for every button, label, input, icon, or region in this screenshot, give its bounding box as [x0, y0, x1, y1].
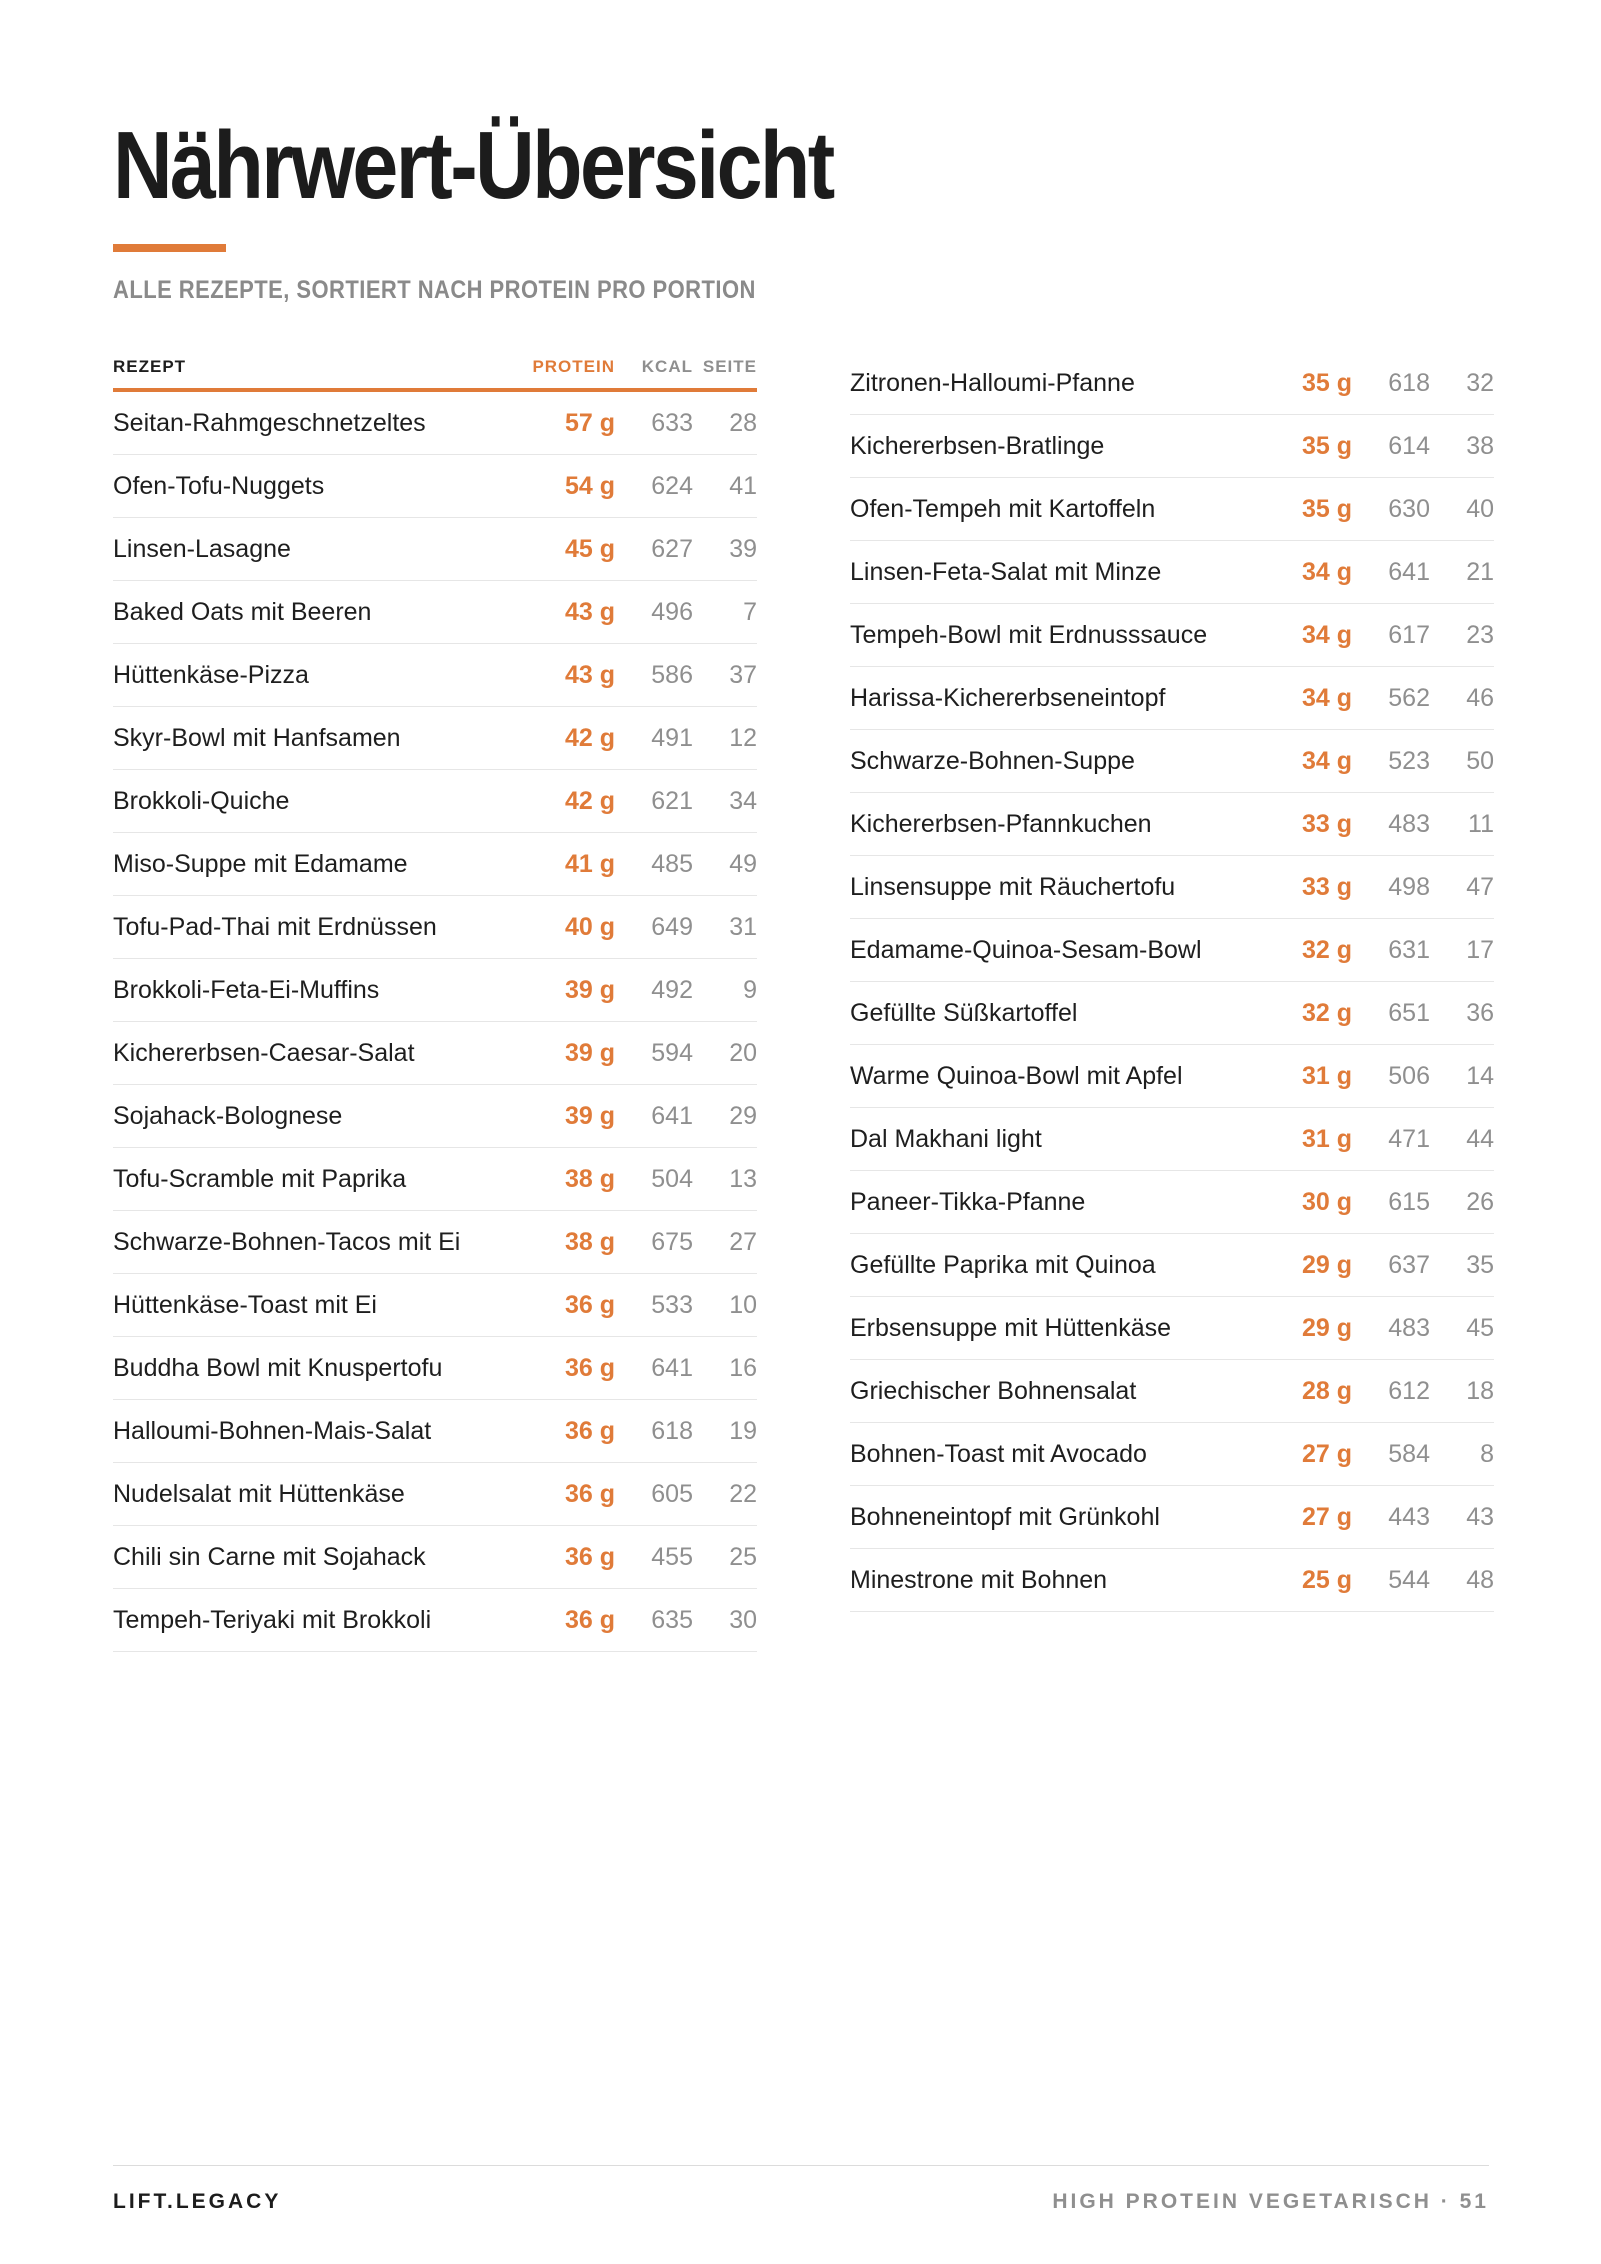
page-number: 16 [729, 1353, 757, 1382]
table-row [113, 1085, 757, 1148]
kcal-value: 635 [651, 1605, 693, 1634]
page-number: 48 [1466, 1565, 1494, 1594]
page-number: 38 [1466, 431, 1494, 460]
recipe-name: Miso-Suppe mit Edamame [113, 849, 408, 878]
protein-value: 28 g [1301, 1376, 1352, 1405]
kcal-value: 485 [651, 849, 693, 878]
footer-book-page: HIGH PROTEIN VEGETARISCH · 51 [1052, 2190, 1489, 2213]
recipe-name: Hüttenkäse-Pizza [113, 660, 309, 689]
table-row [850, 1297, 1494, 1360]
protein-value: 27 g [1301, 1439, 1352, 1468]
table-header [113, 346, 757, 392]
kcal-value: 612 [1388, 1376, 1430, 1405]
kcal-value: 641 [651, 1353, 693, 1382]
page-number: 27 [729, 1227, 757, 1256]
kcal-value: 624 [651, 471, 693, 500]
table-row [113, 833, 757, 896]
kcal-value: 621 [651, 786, 693, 815]
table-row [850, 541, 1494, 604]
recipe-name: Hüttenkäse-Toast mit Ei [113, 1290, 377, 1319]
page-number: 36 [1466, 998, 1494, 1027]
table-row [113, 707, 757, 770]
recipe-name: Halloumi-Bohnen-Mais-Salat [113, 1416, 432, 1445]
recipe-name: Buddha Bowl mit Knuspertofu [113, 1353, 443, 1382]
page-number: 35 [1466, 1250, 1494, 1279]
recipe-name: Tofu-Scramble mit Paprika [113, 1164, 407, 1193]
protein-value: 33 g [1301, 809, 1352, 838]
page-number: 13 [729, 1164, 757, 1193]
kcal-value: 651 [1388, 998, 1430, 1027]
recipe-name: Linsen-Feta-Salat mit Minze [850, 557, 1162, 586]
protein-value: 34 g [1301, 683, 1352, 712]
page-number: 37 [729, 660, 757, 689]
recipe-name: Bohneneintopf mit Grünkohl [850, 1502, 1160, 1531]
table-row [113, 1400, 757, 1463]
table-row [113, 896, 757, 959]
kcal-value: 675 [651, 1227, 693, 1256]
table-body-left [113, 392, 757, 1652]
protein-value: 34 g [1301, 557, 1352, 586]
table-row [113, 1337, 757, 1400]
table-row [850, 919, 1494, 982]
protein-value: 36 g [564, 1353, 615, 1382]
protein-value: 41 g [564, 849, 615, 878]
kcal-value: 443 [1388, 1502, 1430, 1531]
page-number: 50 [1466, 746, 1494, 775]
protein-value: 45 g [564, 534, 615, 563]
page-number: 43 [1466, 1502, 1494, 1531]
table-row [850, 1549, 1494, 1612]
page-number: 39 [729, 534, 757, 563]
recipe-name: Linsen-Lasagne [113, 534, 291, 563]
kcal-value: 492 [651, 975, 693, 1004]
header-recipe: REZEPT [113, 357, 187, 376]
page-number: 12 [729, 723, 757, 752]
kcal-value: 641 [1388, 557, 1430, 586]
recipe-name: Nudelsalat mit Hüttenkäse [113, 1479, 405, 1508]
kcal-value: 631 [1388, 935, 1430, 964]
recipe-name: Warme Quinoa-Bowl mit Apfel [850, 1061, 1183, 1090]
recipe-name: Bohnen-Toast mit Avocado [850, 1439, 1147, 1468]
kcal-value: 618 [651, 1416, 693, 1445]
kcal-value: 506 [1388, 1061, 1430, 1090]
table-row [113, 644, 757, 707]
recipe-name: Schwarze-Bohnen-Suppe [850, 746, 1135, 775]
table-row [850, 856, 1494, 919]
protein-value: 36 g [564, 1605, 615, 1634]
table-row [113, 1526, 757, 1589]
page-number: 30 [729, 1605, 757, 1634]
page-number: 49 [729, 849, 757, 878]
page-number: 44 [1466, 1124, 1494, 1153]
table-row [850, 1423, 1494, 1486]
nutrition-table-left [113, 346, 757, 1652]
table-row [113, 1274, 757, 1337]
page-number: 25 [729, 1542, 757, 1571]
kcal-value: 627 [651, 534, 693, 563]
kcal-value: 637 [1388, 1250, 1430, 1279]
table-row [113, 770, 757, 833]
kcal-value: 586 [651, 660, 693, 689]
kcal-value: 649 [651, 912, 693, 941]
page-number: 41 [729, 471, 757, 500]
protein-value: 34 g [1301, 746, 1352, 775]
protein-value: 36 g [564, 1416, 615, 1445]
kcal-value: 455 [651, 1542, 693, 1571]
page-number: 18 [1466, 1376, 1494, 1405]
table-row [850, 1108, 1494, 1171]
page-number: 31 [729, 912, 757, 941]
protein-value: 39 g [564, 1038, 615, 1067]
page-subtitle: ALLE REZEPTE, SORTIERT NACH PROTEIN PRO PORTION [113, 276, 756, 304]
table-row [113, 959, 757, 1022]
protein-value: 29 g [1301, 1313, 1352, 1342]
recipe-name: Kichererbsen-Bratlinge [850, 431, 1105, 460]
recipe-name: Seitan-Rahmgeschnetzeltes [113, 408, 426, 437]
kcal-value: 614 [1388, 431, 1430, 460]
kcal-value: 641 [651, 1101, 693, 1130]
recipe-name: Linsensuppe mit Räuchertofu [850, 872, 1176, 901]
kcal-value: 491 [651, 723, 693, 752]
recipe-name: Minestrone mit Bohnen [850, 1565, 1108, 1594]
table-row [850, 415, 1494, 478]
page-number: 11 [1468, 809, 1494, 838]
kcal-value: 633 [651, 408, 693, 437]
kcal-value: 544 [1388, 1565, 1430, 1594]
protein-value: 42 g [564, 723, 615, 752]
recipe-name: Gefüllte Paprika mit Quinoa [850, 1250, 1156, 1279]
table-row [113, 392, 757, 455]
table-row [850, 478, 1494, 541]
table-row [850, 352, 1494, 415]
table-row [850, 667, 1494, 730]
table-row [850, 1360, 1494, 1423]
recipe-name: Chili sin Carne mit Sojahack [113, 1542, 426, 1571]
footer-brand: LIFT.LEGACY [113, 2190, 282, 2213]
recipe-name: Harissa-Kichererbseneintopf [850, 683, 1166, 712]
page-number: 19 [729, 1416, 757, 1445]
table-row [113, 1463, 757, 1526]
kcal-value: 617 [1388, 620, 1430, 649]
recipe-name: Tempeh-Bowl mit Erdnusssauce [850, 620, 1208, 649]
kcal-value: 605 [651, 1479, 693, 1508]
protein-value: 29 g [1301, 1250, 1352, 1279]
kcal-value: 584 [1388, 1439, 1430, 1468]
protein-value: 35 g [1301, 431, 1352, 460]
protein-value: 36 g [564, 1290, 615, 1319]
nutrition-table-right [850, 352, 1494, 1612]
kcal-value: 533 [651, 1290, 693, 1319]
protein-value: 27 g [1301, 1502, 1352, 1531]
footer-divider [113, 2165, 1489, 2166]
table-row [850, 982, 1494, 1045]
recipe-name: Skyr-Bowl mit Hanfsamen [113, 723, 401, 752]
protein-value: 39 g [564, 975, 615, 1004]
page-number: 28 [729, 408, 757, 437]
page-number: 47 [1466, 872, 1494, 901]
recipe-name: Brokkoli-Feta-Ei-Muffins [113, 975, 380, 1004]
table-row [113, 581, 757, 644]
page-number: 34 [729, 786, 757, 815]
protein-value: 40 g [564, 912, 615, 941]
table-row [113, 518, 757, 581]
table-row [113, 1022, 757, 1085]
table-row [113, 1211, 757, 1274]
recipe-name: Paneer-Tikka-Pfanne [850, 1187, 1086, 1216]
kcal-value: 504 [651, 1164, 693, 1193]
kcal-value: 630 [1388, 494, 1430, 523]
table-row [850, 730, 1494, 793]
protein-value: 34 g [1301, 620, 1352, 649]
protein-value: 36 g [564, 1542, 615, 1571]
header-kcal: KCAL [641, 357, 693, 376]
protein-value: 25 g [1301, 1565, 1352, 1594]
page-number: 9 [743, 975, 757, 1004]
protein-value: 43 g [564, 597, 615, 626]
header-protein: PROTEIN [532, 357, 615, 376]
page-number: 22 [729, 1479, 757, 1508]
recipe-name: Gefüllte Süßkartoffel [850, 998, 1078, 1027]
protein-value: 31 g [1301, 1061, 1352, 1090]
page-number: 21 [1466, 557, 1494, 586]
page-number: 45 [1466, 1313, 1494, 1342]
recipe-name: Griechischer Bohnensalat [850, 1376, 1137, 1405]
page-number: 32 [1466, 368, 1494, 397]
protein-value: 57 g [564, 408, 615, 437]
kcal-value: 483 [1388, 809, 1430, 838]
page-number: 10 [729, 1290, 757, 1319]
page-title: Nährwert-Übersicht [113, 112, 833, 219]
protein-value: 32 g [1301, 935, 1352, 964]
protein-value: 42 g [564, 786, 615, 815]
page-number: 26 [1466, 1187, 1494, 1216]
recipe-name: Brokkoli-Quiche [113, 786, 290, 815]
protein-value: 43 g [564, 660, 615, 689]
protein-value: 36 g [564, 1479, 615, 1508]
table-row [113, 1148, 757, 1211]
kcal-value: 496 [651, 597, 693, 626]
table-row [850, 1171, 1494, 1234]
protein-value: 35 g [1301, 494, 1352, 523]
protein-value: 38 g [564, 1227, 615, 1256]
page-number: 17 [1466, 935, 1494, 964]
kcal-value: 618 [1388, 368, 1430, 397]
kcal-value: 471 [1388, 1124, 1430, 1153]
kcal-value: 523 [1388, 746, 1430, 775]
header-page: SEITE [702, 357, 757, 376]
title-accent-bar [113, 244, 226, 252]
protein-value: 31 g [1301, 1124, 1352, 1153]
recipe-name: Kichererbsen-Pfannkuchen [850, 809, 1152, 838]
recipe-name: Tofu-Pad-Thai mit Erdnüssen [113, 912, 437, 941]
table-row [850, 1486, 1494, 1549]
recipe-name: Ofen-Tempeh mit Kartoffeln [850, 494, 1156, 523]
table-row [850, 793, 1494, 856]
table-row [113, 455, 757, 518]
table-row [113, 1589, 757, 1652]
recipe-name: Tempeh-Teriyaki mit Brokkoli [113, 1605, 432, 1634]
page-number: 7 [743, 597, 757, 626]
protein-value: 30 g [1301, 1187, 1352, 1216]
page-number: 23 [1466, 620, 1494, 649]
recipe-name: Zitronen-Halloumi-Pfanne [850, 368, 1135, 397]
table-body-right [850, 352, 1494, 1612]
page-number: 14 [1466, 1061, 1494, 1090]
kcal-value: 498 [1388, 872, 1430, 901]
recipe-name: Dal Makhani light [850, 1124, 1042, 1153]
kcal-value: 615 [1388, 1187, 1430, 1216]
protein-value: 54 g [564, 471, 615, 500]
recipe-name: Sojahack-Bolognese [113, 1101, 343, 1130]
kcal-value: 483 [1388, 1313, 1430, 1342]
protein-value: 38 g [564, 1164, 615, 1193]
page-number: 40 [1466, 494, 1494, 523]
protein-value: 33 g [1301, 872, 1352, 901]
protein-value: 39 g [564, 1101, 615, 1130]
recipe-name: Erbsensuppe mit Hüttenkäse [850, 1313, 1172, 1342]
kcal-value: 562 [1388, 683, 1430, 712]
protein-value: 35 g [1301, 368, 1352, 397]
recipe-name: Schwarze-Bohnen-Tacos mit Ei [113, 1227, 461, 1256]
recipe-name: Kichererbsen-Caesar-Salat [113, 1038, 415, 1067]
table-row [850, 604, 1494, 667]
protein-value: 32 g [1301, 998, 1352, 1027]
page-number: 20 [729, 1038, 757, 1067]
page-number: 8 [1480, 1439, 1494, 1468]
table-row [850, 1234, 1494, 1297]
kcal-value: 594 [651, 1038, 693, 1067]
recipe-name: Edamame-Quinoa-Sesam-Bowl [850, 935, 1202, 964]
table-row [850, 1045, 1494, 1108]
page-number: 29 [729, 1101, 757, 1130]
recipe-name: Ofen-Tofu-Nuggets [113, 471, 325, 500]
recipe-name: Baked Oats mit Beeren [113, 597, 372, 626]
page-number: 46 [1466, 683, 1494, 712]
